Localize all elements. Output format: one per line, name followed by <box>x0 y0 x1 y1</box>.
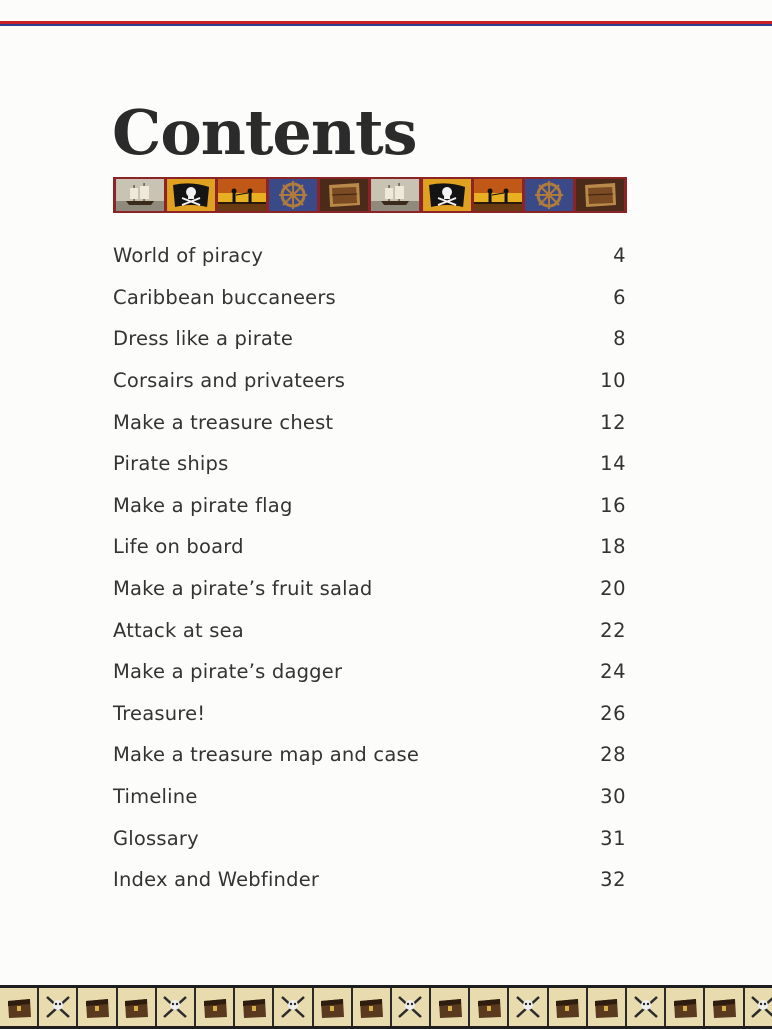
crossed-swords-icon <box>274 988 313 1026</box>
toc-entry[interactable] <box>113 318 626 360</box>
treasure-chest-icon <box>353 988 392 1026</box>
treasure-chest-icon <box>196 988 235 1026</box>
toc-entry-page: 20 <box>600 577 626 601</box>
toc-entry-label: Dress like a pirate <box>113 327 294 351</box>
top-rule-blue <box>0 24 772 26</box>
toc-entry-label: Make a treasure map and case <box>113 743 420 767</box>
table-of-contents <box>113 235 626 901</box>
toc-entry[interactable] <box>113 817 626 859</box>
crossed-swords-icon <box>509 988 548 1026</box>
treasure-chest-icon <box>666 988 705 1026</box>
jolly-roger-flag-icon <box>167 179 215 211</box>
treasure-chest-icon <box>431 988 470 1026</box>
toc-entry-label: Glossary <box>113 826 199 850</box>
decorative-bottom-border <box>0 985 772 1029</box>
crossed-swords-icon <box>392 988 431 1026</box>
treasure-chest-icon <box>588 988 627 1026</box>
treasure-chest-icon <box>0 988 39 1026</box>
toc-entry-page: 31 <box>600 826 626 850</box>
treasure-chest-icon <box>314 988 353 1026</box>
treasure-chest-icon <box>576 179 624 211</box>
crossed-swords-icon <box>39 988 78 1026</box>
toc-entry-page: 30 <box>600 785 626 809</box>
toc-entry-page: 26 <box>600 701 626 725</box>
pirates-silhouette-icon <box>474 179 522 211</box>
crossed-swords-icon <box>157 988 196 1026</box>
ship-wheel-icon <box>269 179 317 211</box>
toc-entry[interactable] <box>113 734 626 776</box>
treasure-chest-icon <box>235 988 274 1026</box>
toc-entry[interactable] <box>113 277 626 319</box>
sailing-ship-icon <box>116 179 164 211</box>
toc-entry-page: 24 <box>600 660 626 684</box>
toc-entry-label: Treasure! <box>113 701 206 725</box>
sailing-ship-icon <box>371 179 419 211</box>
toc-entry-label: Index and Webfinder <box>113 868 320 892</box>
toc-entry-label: Corsairs and privateers <box>113 369 346 393</box>
toc-entry[interactable] <box>113 526 626 568</box>
pirates-silhouette-icon <box>218 179 266 211</box>
toc-entry-page: 28 <box>600 743 626 767</box>
toc-entry-label: Life on board <box>113 535 244 559</box>
page-title: Contents <box>112 96 417 169</box>
toc-entry-label: Make a pirate flag <box>113 493 293 517</box>
ship-wheel-icon <box>525 179 573 211</box>
treasure-chest-icon <box>78 988 117 1026</box>
toc-entry-page: 4 <box>613 244 626 268</box>
toc-entry-page: 12 <box>600 410 626 434</box>
toc-entry-label: Timeline <box>113 785 198 809</box>
toc-entry[interactable] <box>113 235 626 277</box>
toc-entry-label: Make a pirate’s dagger <box>113 660 343 684</box>
toc-entry-page: 10 <box>600 369 626 393</box>
crossed-swords-icon <box>627 988 666 1026</box>
jolly-roger-flag-icon <box>423 179 471 211</box>
toc-entry[interactable] <box>113 485 626 527</box>
treasure-chest-icon <box>320 179 368 211</box>
toc-entry-label: World of piracy <box>113 244 264 268</box>
image-strip <box>113 177 627 213</box>
toc-entry[interactable] <box>113 443 626 485</box>
treasure-chest-icon <box>470 988 509 1026</box>
crossed-swords-icon <box>745 988 772 1026</box>
toc-entry[interactable] <box>113 776 626 818</box>
toc-entry[interactable] <box>113 360 626 402</box>
toc-entry-label: Pirate ships <box>113 452 229 476</box>
toc-entry-label: Make a pirate’s fruit salad <box>113 577 373 601</box>
toc-entry[interactable] <box>113 609 626 651</box>
treasure-chest-icon <box>705 988 744 1026</box>
toc-entry-page: 22 <box>600 618 626 642</box>
toc-entry[interactable] <box>113 651 626 693</box>
toc-entry-page: 32 <box>600 868 626 892</box>
toc-entry-page: 6 <box>613 285 626 309</box>
toc-entry-page: 16 <box>600 493 626 517</box>
treasure-chest-icon <box>118 988 157 1026</box>
toc-entry-label: Caribbean buccaneers <box>113 285 336 309</box>
toc-entry-label: Make a treasure chest <box>113 410 334 434</box>
toc-entry-label: Attack at sea <box>113 618 244 642</box>
toc-entry-page: 8 <box>613 327 626 351</box>
toc-entry[interactable] <box>113 693 626 735</box>
toc-entry[interactable] <box>113 568 626 610</box>
toc-entry-page: 18 <box>600 535 626 559</box>
toc-entry-page: 14 <box>600 452 626 476</box>
treasure-chest-icon <box>549 988 588 1026</box>
toc-entry[interactable] <box>113 401 626 443</box>
toc-entry[interactable] <box>113 859 626 901</box>
